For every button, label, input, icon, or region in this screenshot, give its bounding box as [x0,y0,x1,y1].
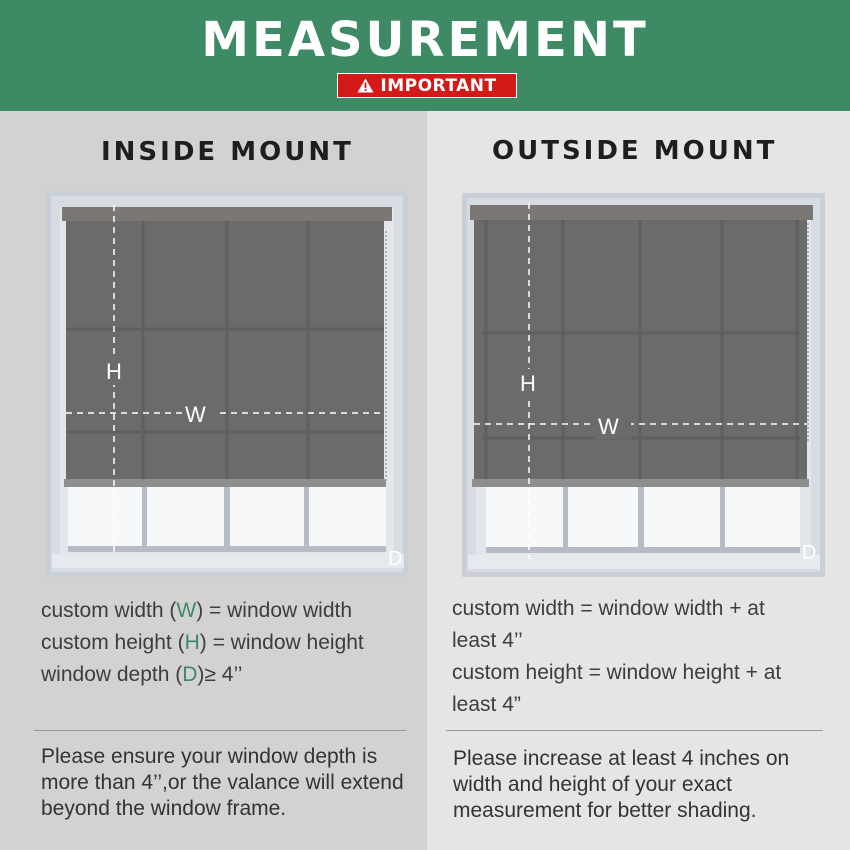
outside-divider [446,730,823,731]
outside-info-line: custom height = window height + at [452,661,782,684]
inside-note: Please ensure your window depth is more than 4’’,or the valance will extend beyond the window frame. [41,745,404,820]
outside-info-line: least 4” [452,693,521,716]
outside-info [452,593,781,721]
inside-info-line: window depth (D)≥ 4’’ [41,663,243,686]
inside-mount-panel [0,111,427,850]
header-banner [0,0,850,111]
outside-info-line: custom width = window width + at [452,597,765,620]
outside-mount-title: OUTSIDE MOUNT [492,136,778,166]
inside-info-line: custom width (W) = window width [41,599,353,622]
inside-h-label: H [106,359,122,384]
inside-info [41,595,364,691]
page-title: MEASUREMENT [201,12,649,68]
inside-roller-rail [62,207,392,221]
outside-d-label: D [802,542,817,564]
warning-icon [357,78,374,93]
outside-note: Please increase at least 4 inches on width and height of your exact measurement for better shading. [453,747,790,822]
important-label: IMPORTANT [380,75,497,96]
outside-w-label: W [598,414,619,439]
outside-h-label: H [520,371,536,396]
outside-info-line: least 4’’ [452,629,523,652]
inside-d-label: D [388,548,403,570]
outside-mount-diagram [462,193,825,577]
outside-roller-rail [470,205,813,220]
inside-mount-title: INSIDE MOUNT [101,137,354,167]
inside-mount-diagram [46,191,408,577]
inside-w-label: W [185,402,206,427]
important-badge [337,73,517,98]
inside-info-line: custom height (H) = window height [41,631,364,654]
outside-mount-panel [427,111,850,850]
inside-divider [34,730,406,731]
